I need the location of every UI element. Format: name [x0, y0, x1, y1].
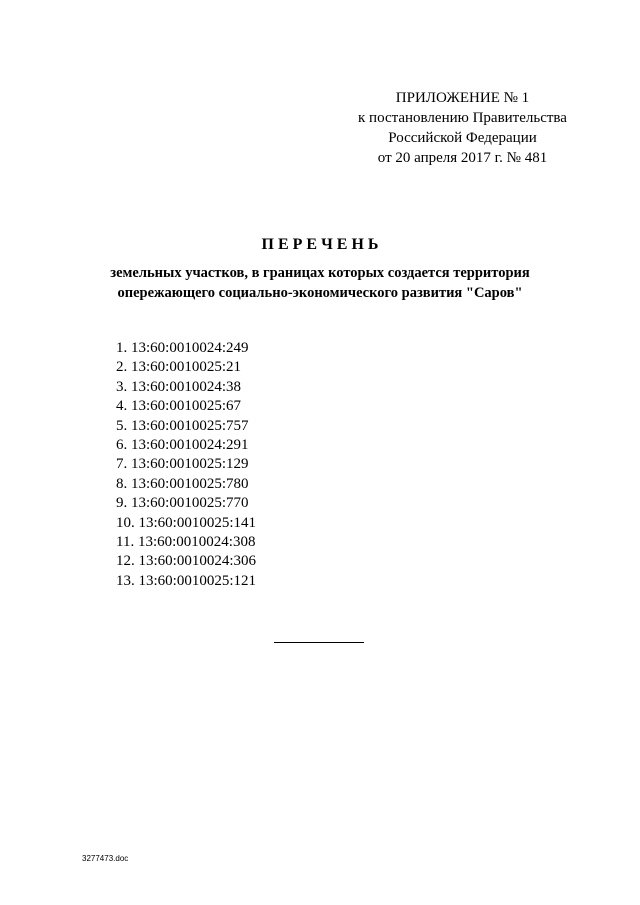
- list-item: 4. 13:60:0010025:67: [116, 398, 242, 415]
- list-item: 7. 13:60:0010025:129: [116, 456, 249, 473]
- list-item: 5. 13:60:0010025:757: [116, 417, 249, 434]
- list-item: 1. 13:60:0010024:249: [116, 340, 249, 356]
- appendix-date: от 20 апреля 2017 г. № 481: [377, 150, 548, 166]
- appendix-authority: Российской Федерации: [388, 130, 537, 146]
- list-item: 12. 13:60:0010024:306: [116, 553, 257, 570]
- document-title: ПЕРЕЧЕНЬ: [261, 236, 383, 253]
- list-item: 3. 13:60:0010024:38: [116, 378, 242, 395]
- list-item: 10. 13:60:0010025:141: [116, 514, 257, 531]
- appendix-reference: к постановлению Правительства: [358, 110, 567, 126]
- list-item: 6. 13:60:0010024:291: [116, 437, 249, 454]
- list-item: 13. 13:60:0010025:121: [116, 572, 257, 589]
- document-subtitle: [0, 263, 640, 303]
- list-item: 9. 13:60:0010025:770: [116, 495, 249, 512]
- appendix-header: [330, 88, 595, 168]
- list-item: 8. 13:60:0010025:780: [116, 475, 249, 492]
- file-name-footer: 3277473.doc: [82, 854, 129, 863]
- appendix-number: ПРИЛОЖЕНИЕ № 1: [395, 90, 530, 106]
- list-item: 2. 13:60:0010025:21: [116, 359, 242, 376]
- list-item: 11. 13:60:0010024:308: [116, 534, 256, 551]
- subtitle-line-1: земельных участков, в границах которых создается территория: [110, 265, 530, 281]
- parcel-list: [116, 339, 256, 591]
- closing-divider: [274, 642, 364, 643]
- subtitle-line-2: опережающего социально-экономического развития "Саров": [117, 285, 523, 301]
